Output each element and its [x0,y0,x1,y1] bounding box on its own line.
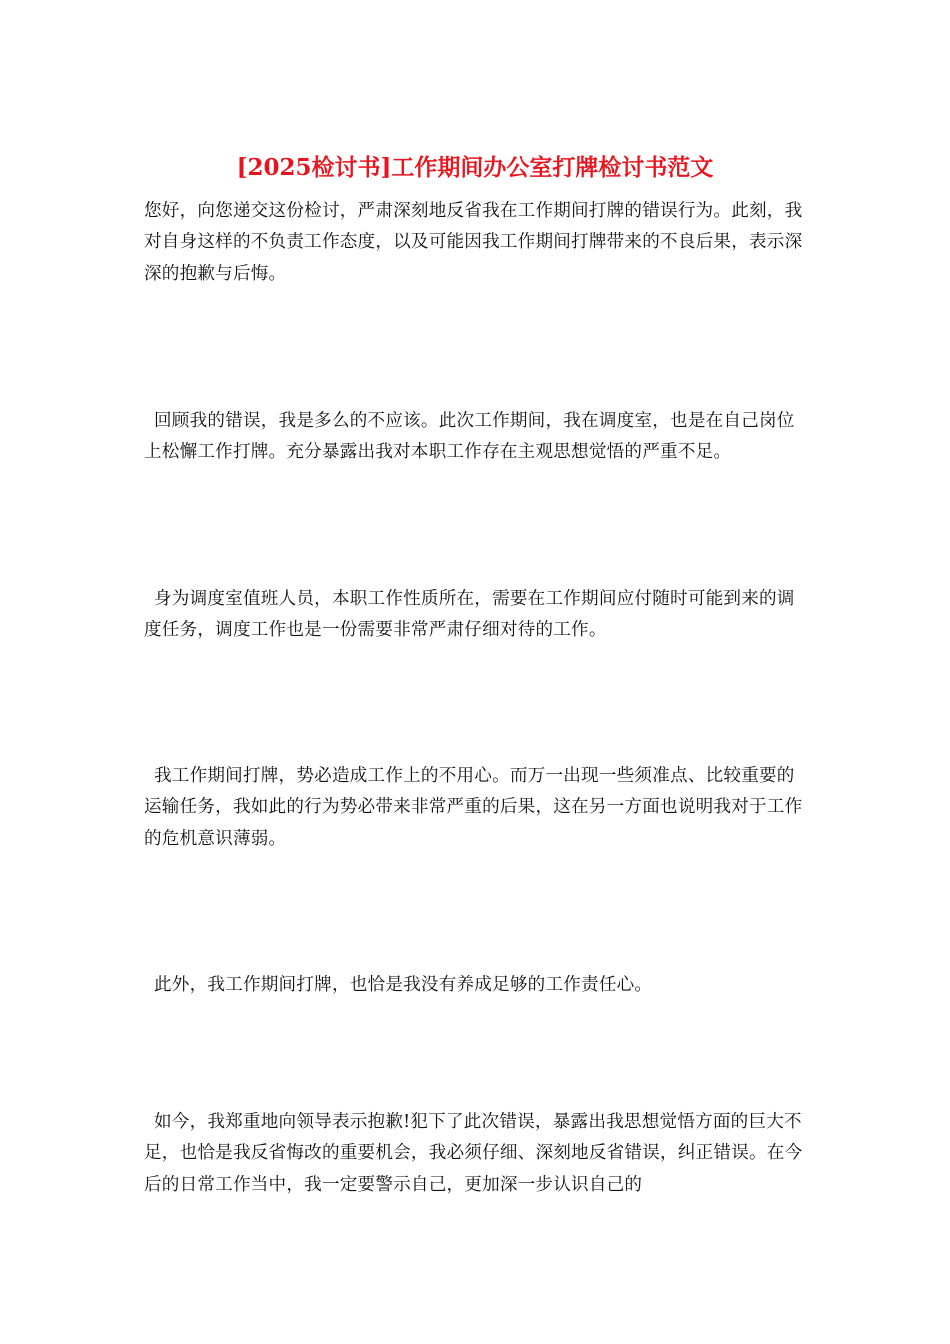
paragraph-greeting: 您好，向您递交这份检讨，严肃深刻地反省我在工作期间打牌的错误行为。此刻，我对自身这样的不负责工作态度，以及可能因我工作期间打牌带来的不良后果，表示深深的抱歉与后悔。 [144,201,803,284]
paragraph-consequence: 我工作期间打牌，势必造成工作上的不用心。而万一出现一些须准点、比较重要的运输任务，我如此的行为势必带来非常严重的后果，这在另一方面也说明我对于工作的危机意识薄弱。 [144,766,803,849]
paragraph-duty: 身为调度室值班人员，本职工作性质所在，需要在工作期间应付随时可能到来的调度任务，调度工作也是一份需要非常严肃仔细对待的工作。 [144,589,795,641]
paragraph-apology: 如今，我郑重地向领导表示抱歉!犯下了此次错误，暴露出我思想觉悟方面的巨大不足，也恰是我反省悔改的重要机会，我必须仔细、深刻地反省错误，纠正错误。在今后的日常工作当中，我一定要警示自己，更加深一步认识自己的 [144,1112,803,1195]
document-title: [2025检讨书]工作期间办公室打牌检讨书范文 [236,154,714,181]
paragraph-responsibility: 此外，我工作期间打牌，也恰是我没有养成足够的工作责任心。 [154,975,653,995]
paragraph-review: 回顾我的错误，我是多么的不应该。此次工作期间，我在调度室，也是在自己岗位上松懈工作打牌。充分暴露出我对本职工作存在主观思想觉悟的严重不足。 [144,411,795,463]
